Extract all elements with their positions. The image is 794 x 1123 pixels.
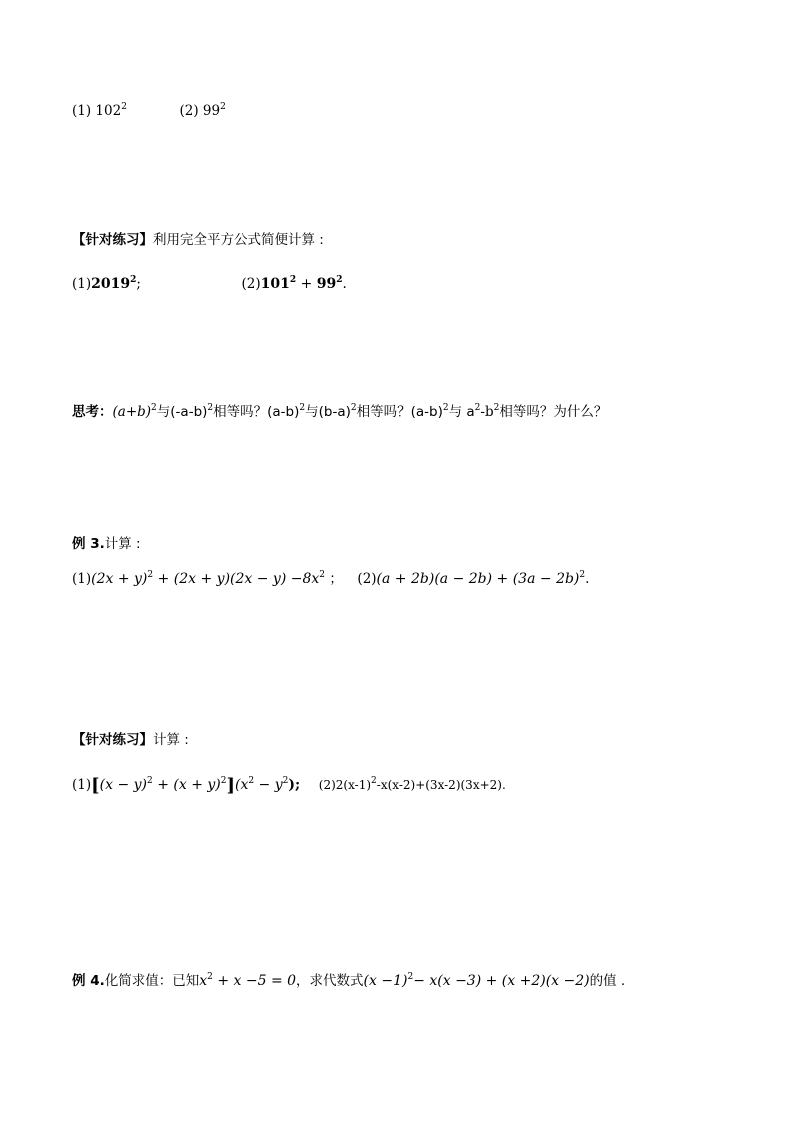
think-label: 思考： bbox=[72, 404, 113, 420]
example-4: 例 4.化简求值：已知$x^2 + x -5 = 0$，求代数式$(x -1)^2- x(x -3) + (x +2)(x -2)$的值 . bbox=[72, 972, 626, 989]
example-3-problems: $(1)(2x + y)^2 + (2x + y)(2x - y) -8x^2$ ； $(2)(a + 2b)(a - 2b) + (3a - 2b)^2$. bbox=[72, 570, 590, 587]
practice-title: 【针对练习】 bbox=[72, 232, 153, 248]
problem-1: (1) $102^2$ bbox=[72, 102, 127, 119]
practice-heading-2 bbox=[72, 731, 189, 749]
example-4-title: 例 4. bbox=[72, 973, 105, 989]
practice-problems-1: (1)2019$^2$; $(2)101^2 + 99^2$. bbox=[72, 275, 347, 292]
practice-instruction: 计算 : bbox=[153, 732, 189, 748]
practice-instruction: 利用完全平方公式简便计算 : bbox=[153, 232, 324, 248]
practice-title: 【针对练习】 bbox=[72, 732, 153, 748]
think-question: 思考：$(a+b)^2$与$(-a-b)^2$相等吗？$(a-b)^2$与$(b-a)^2$相等吗？$(a-b)^2$与 $a^2-b^2$相等吗？为什么？ bbox=[72, 403, 608, 420]
practice-heading-1 bbox=[72, 231, 324, 249]
practice-problems-2: $(1)[(x - y)^2 + (x + y)^2](x^2 - y^2)$; $(2)2(x-1)^2-x(x-2)+(3x-2)(3x+2)$. bbox=[72, 775, 506, 796]
problem-2: (2) $99^2$ bbox=[179, 102, 226, 119]
example-3-title: 例 3. bbox=[72, 536, 105, 552]
exercise-line-1 bbox=[72, 102, 226, 120]
example-3-heading: 例 3.计算 : bbox=[72, 536, 141, 552]
